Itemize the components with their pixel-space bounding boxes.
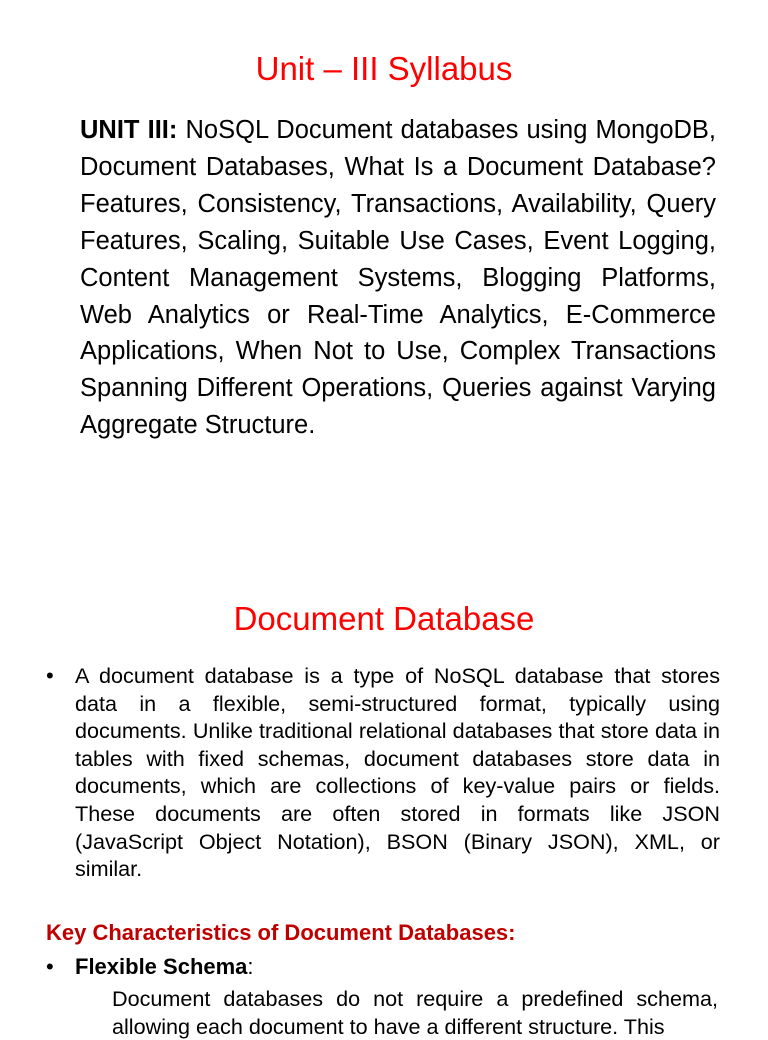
slide-title-syllabus: Unit – III Syllabus <box>255 50 513 87</box>
bullet-icon: • <box>46 954 54 979</box>
bullet-icon: • <box>46 663 54 688</box>
flexible-schema-colon: : <box>247 954 254 979</box>
slide-title-document-database: Document Database <box>233 600 535 637</box>
flexible-schema-label: Flexible Schema <box>75 954 248 979</box>
definition-bullet <box>46 662 720 883</box>
unit-label: UNIT III: <box>80 116 178 144</box>
syllabus-body: NoSQL Document databases using MongoDB, Document Databases, What Is a Document Database? Features, Consistency, Transactions, Availability, Query Features, Scaling, Suitable Use Cases, Event Logging, Content Management Systems, Blogging Platforms, Web Analytics or Real-Time Analytics, E-Commerce Applications, When Not to Use, Complex Transactions Spanning Different Operations, Queries against Varying Aggregate Structure. <box>80 116 717 440</box>
syllabus-paragraph <box>80 112 716 444</box>
flexible-schema-text: Document databases do not require a predefined schema, allowing each document to have a different structure. This <box>112 986 718 1039</box>
flexible-schema-bullet <box>46 952 254 982</box>
definition-text: A document database is a type of NoSQL database that stores data in a flexible, semi-structured format, typically using documents. Unlike traditional relational databases that store data in tables with fixed schemas, document databases store data in documents, which are collections of key-value pairs or fields. These documents are often stored in formats like JSON (JavaScript Object Notation), BSON (Binary JSON), XML, or similar. <box>75 663 720 882</box>
key-characteristics-heading: Key Characteristics of Document Databases: <box>46 920 516 945</box>
